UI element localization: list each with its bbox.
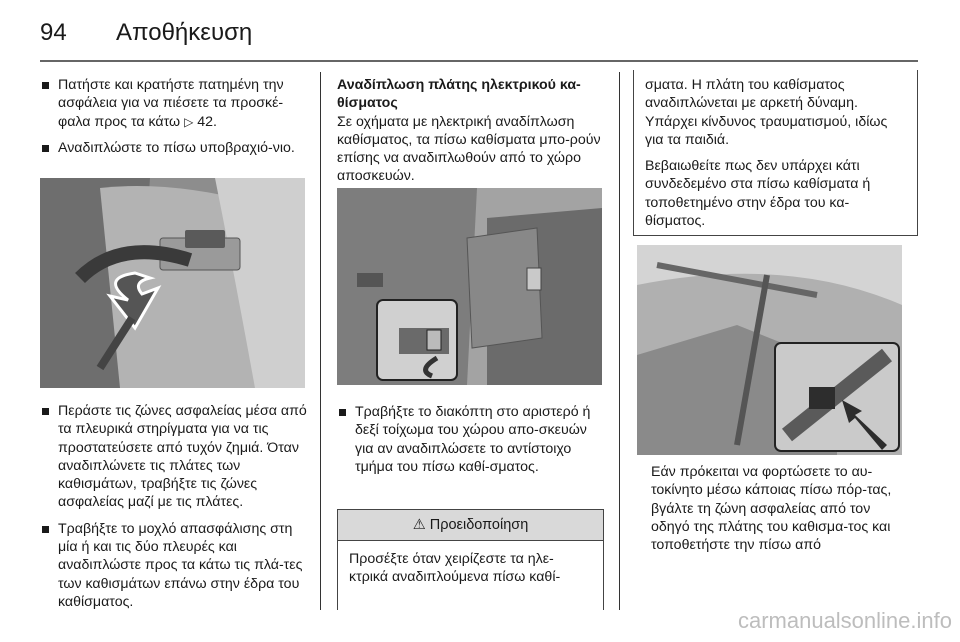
column-divider-1 [320, 72, 321, 610]
list-item: Πατήστε και κρατήστε πατημένη την ασφάλεια για να πιέσετε τα προσκέ-φαλα προς τα κάτω ▷ 42. [40, 76, 308, 131]
warning-text-continued: σματα. Η πλάτη του καθίσματος αναδιπλώνεται με αρκετή δύναμη. Υπάρχει κίνδυνος τραυματισμού, ιδίως για τα παιδιά. [645, 77, 888, 148]
column-1-lower [40, 402, 308, 619]
page-header [0, 0, 960, 58]
warning-text-continued-2: Βεβαιωθείτε πως δεν υπάρχει κάτι συνδεδεμένο στα πίσω καθίσματα ή τοποθετημένο στην έδρα του κα-θίσματος. [645, 158, 871, 230]
list-item: Τραβήξτε το διακόπτη στο αριστερό ή δεξί τοίχωμα του χώρου απο-σκευών για αν αναδιπλώσετε το αντίστοιχο τμήμα του πίσω καθί-σματος. [337, 403, 607, 476]
list-item: Αναδιπλώστε το πίσω υποβραχιό-νιο. [40, 139, 308, 157]
cargo-switch-illustration [337, 188, 602, 385]
warning-header [338, 510, 603, 541]
section-heading: Αναδίπλωση πλάτης ηλεκτρικού κα-θίσματος [337, 77, 581, 112]
warning-box-continued [633, 70, 918, 236]
column-divider-2 [619, 72, 620, 610]
column-1 [40, 76, 308, 165]
seatbelt-guide-illustration [637, 245, 902, 455]
warning-title: Προειδοποίηση [429, 517, 529, 533]
header-rule [40, 60, 918, 62]
column-3-text [651, 463, 911, 554]
watermark: carmanualsonline.info [737, 608, 952, 633]
warning-text: Προσέξτε όταν χειρίζεστε τα ηλε-κτρικά αναδιπλούμενα πίσω καθί- [349, 551, 561, 586]
body-text: Εάν πρόκειται να φορτώσετε το αυ-τοκίνητο μέσω κάποιας πίσω πόρ-τας, βγάλτε τη ζώνη ασφαλείας από τον οδηγό της πλάτης του καθισμα-τος και τοποθετήστε την πίσω από [651, 464, 892, 554]
column-2 [337, 76, 604, 186]
list-item: Τραβήξτε το μοχλό απασφάλισης στη μία ή και τις δύο πλευρές και αναδιπλώστε προς τα κάτω τις πλά-τες των καθισμάτων επάνω στην έδρα του καθίσματος. [40, 520, 308, 611]
warning-triangle-icon: ⚠ [412, 517, 426, 533]
page-title: Αποθήκευση [116, 19, 253, 46]
headrest-release-illustration [40, 178, 305, 388]
list-item: Περάστε τις ζώνες ασφαλείας μέσα από τα πλευρικά στηρίγματα για να τις προστατεύσετε από τυχόν ζημιά. Όταν αναδιπλώνετε τις πλάτες των καθισμάτων, τραβήξτε τις ζώνες ασφαλείας μαζί με τις πλάτες. [40, 402, 308, 512]
page-ref-icon: ▷ [184, 114, 194, 129]
warning-box [337, 509, 604, 610]
intro-text: Σε οχήματα με ηλεκτρική αναδίπλωση καθίσματος, τα πίσω καθίσματα μπο-ρούν επίσης να αναδιπλωθούν από το χώρο αποσκευών. [337, 113, 601, 185]
column-2-bullet [337, 403, 607, 484]
page-number: 94 [40, 19, 67, 46]
